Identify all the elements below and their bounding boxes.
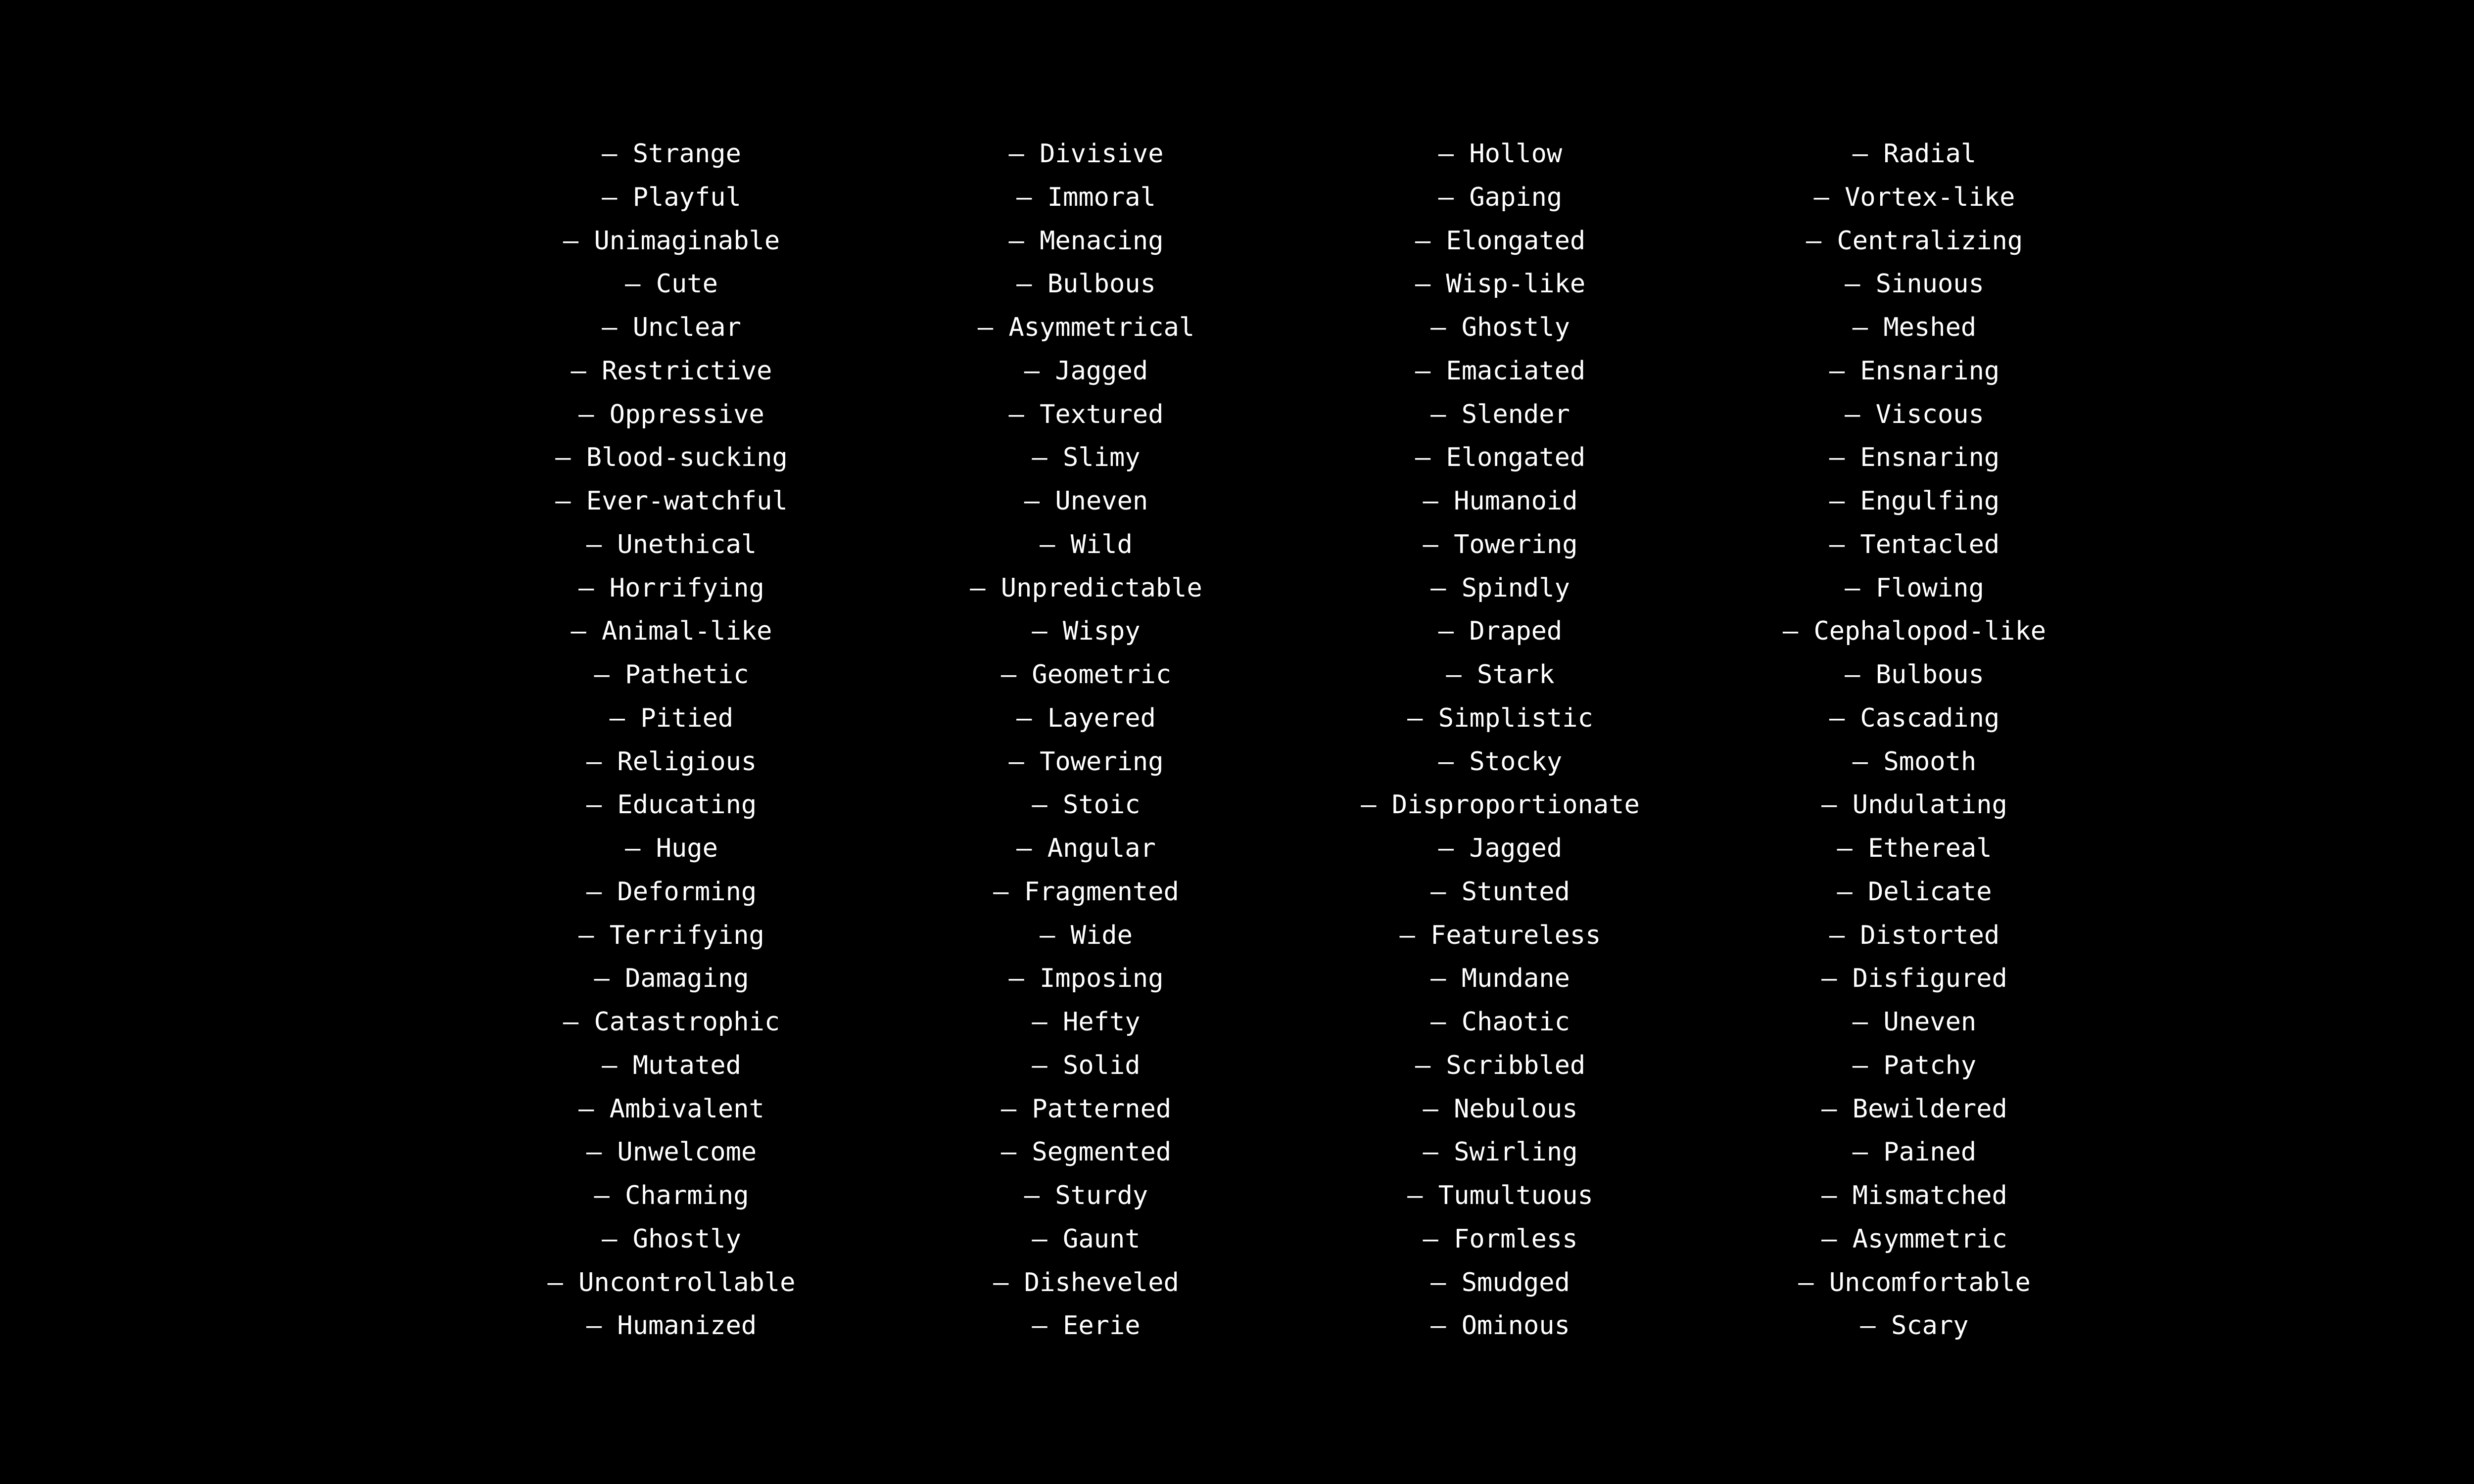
list-item: – Stoic: [1032, 790, 1141, 820]
list-item: – Uneven: [1852, 1007, 1977, 1037]
list-item: – Patchy: [1852, 1050, 1977, 1080]
list-item: – Elongated: [1415, 443, 1586, 473]
list-item: – Layered: [1016, 703, 1156, 733]
list-item: – Viscous: [1845, 399, 1984, 429]
list-item: – Radial: [1852, 139, 1977, 169]
list-item: – Ensnaring: [1829, 356, 2000, 386]
list-item: – Educating: [586, 790, 757, 820]
list-item: – Bulbous: [1845, 660, 1984, 690]
list-item: – Religious: [586, 746, 757, 777]
list-item: – Solid: [1032, 1050, 1141, 1080]
list-item: – Wispy: [1032, 616, 1141, 647]
list-item: – Pitied: [609, 703, 734, 733]
list-item: – Animal-like: [571, 616, 772, 647]
list-item: – Gaunt: [1032, 1224, 1141, 1254]
list-item: – Unimaginable: [563, 226, 780, 256]
list-item: – Disheveled: [993, 1267, 1179, 1298]
list-item: – Spindly: [1430, 573, 1570, 603]
list-item: – Stark: [1446, 660, 1555, 690]
list-item: – Cascading: [1829, 703, 2000, 733]
list-item: – Uncomfortable: [1798, 1267, 2031, 1298]
list-item: – Blood-sucking: [555, 443, 788, 473]
list-item: – Asymmetric: [1821, 1224, 2007, 1254]
list-item: – Playful: [602, 182, 741, 212]
list-item: – Gaping: [1438, 182, 1563, 212]
list-item: – Smudged: [1430, 1267, 1570, 1298]
list-item: – Catastrophic: [563, 1007, 780, 1037]
list-item: – Simplistic: [1407, 703, 1593, 733]
list-item: – Segmented: [1000, 1137, 1172, 1167]
list-item: – Tumultuous: [1407, 1181, 1593, 1210]
list-item: – Divisive: [1008, 139, 1164, 169]
list-item: – Vortex-like: [1813, 182, 2015, 212]
list-item: – Slimy: [1032, 443, 1141, 473]
list-item: – Tentacled: [1829, 529, 2000, 559]
list-item: – Cephalopod-like: [1782, 616, 2046, 647]
list-item: – Humanoid: [1423, 486, 1578, 516]
list-item: – Bulbous: [1016, 269, 1156, 299]
list-item: – Slender: [1430, 399, 1570, 429]
list-item: – Stocky: [1438, 746, 1563, 777]
list-item: – Wisp-like: [1415, 269, 1586, 299]
list-item: – Asymmetrical: [977, 313, 1195, 342]
list-item: – Unethical: [586, 529, 757, 559]
list-item: – Wild: [1040, 529, 1133, 559]
list-item: – Mismatched: [1821, 1181, 2007, 1210]
list-item: – Deforming: [586, 877, 757, 907]
list-item: – Charming: [594, 1181, 749, 1210]
list-item: – Patterned: [1000, 1094, 1172, 1124]
list-item: – Engulfing: [1829, 486, 2000, 516]
list-item: – Stunted: [1430, 877, 1570, 907]
list-item: – Menacing: [1008, 226, 1164, 256]
list-item: – Eerie: [1032, 1311, 1141, 1341]
list-item: – Sinuous: [1845, 269, 1984, 299]
list-item: – Jagged: [1024, 356, 1148, 386]
list-item: – Centralizing: [1806, 226, 2023, 256]
list-item: – Towering: [1008, 746, 1164, 777]
list-item: – Ghostly: [1430, 313, 1570, 342]
list-item: – Ambivalent: [578, 1094, 764, 1124]
list-item: – Chaotic: [1430, 1007, 1570, 1037]
list-item: – Horrifying: [578, 573, 764, 603]
list-item: – Flowing: [1845, 573, 1984, 603]
list-item: – Geometric: [1000, 660, 1172, 690]
list-item: – Undulating: [1821, 790, 2007, 820]
list-item: – Humanized: [586, 1311, 757, 1341]
word-list-column-1: [464, 133, 879, 1348]
list-item: – Hollow: [1438, 139, 1563, 169]
list-item: – Strange: [602, 139, 741, 169]
list-item: – Ghostly: [602, 1224, 741, 1254]
list-item: – Unpredictable: [970, 573, 1202, 603]
list-item: – Uncontrollable: [547, 1267, 796, 1298]
list-item: – Textured: [1008, 399, 1164, 429]
word-list-column-2: [878, 133, 1294, 1348]
list-item: – Mundane: [1430, 964, 1570, 994]
list-item: – Disproportionate: [1361, 790, 1640, 820]
list-item: – Immoral: [1016, 182, 1156, 212]
list-item: – Pathetic: [594, 660, 749, 690]
list-item: – Cute: [625, 269, 718, 299]
list-item: – Formless: [1423, 1224, 1578, 1254]
list-item: – Smooth: [1852, 746, 1977, 777]
list-item: – Nebulous: [1423, 1094, 1578, 1124]
list-item: – Oppressive: [578, 399, 764, 429]
list-item: – Swirling: [1423, 1137, 1578, 1167]
list-item: – Pained: [1852, 1137, 1977, 1167]
list-item: – Featureless: [1399, 920, 1601, 950]
list-item: – Uneven: [1024, 486, 1148, 516]
list-item: – Huge: [625, 834, 718, 863]
list-item: – Jagged: [1438, 834, 1563, 863]
list-item: – Ethereal: [1837, 834, 1992, 863]
list-item: – Hefty: [1032, 1007, 1141, 1037]
list-item: – Sturdy: [1024, 1181, 1148, 1210]
word-list-column-4: [1707, 133, 2122, 1348]
list-item: – Scribbled: [1415, 1050, 1586, 1080]
list-item: – Emaciated: [1415, 356, 1586, 386]
list-item: – Towering: [1423, 529, 1578, 559]
list-item: – Imposing: [1008, 964, 1164, 994]
list-item: – Draped: [1438, 616, 1563, 647]
list-item: – Wide: [1040, 920, 1133, 950]
list-item: – Delicate: [1837, 877, 1992, 907]
list-item: – Ever-watchful: [555, 486, 788, 516]
list-item: – Ominous: [1430, 1311, 1570, 1341]
list-item: – Mutated: [602, 1050, 741, 1080]
list-item: – Elongated: [1415, 226, 1586, 256]
list-item: – Unwelcome: [586, 1137, 757, 1167]
list-item: – Terrifying: [578, 920, 764, 950]
list-item: – Restrictive: [571, 356, 772, 386]
list-item: – Bewildered: [1821, 1094, 2007, 1124]
list-item: – Ensnaring: [1829, 443, 2000, 473]
list-item: – Angular: [1016, 834, 1156, 863]
list-item: – Damaging: [594, 964, 749, 994]
list-item: – Fragmented: [993, 877, 1179, 907]
list-item: – Scary: [1860, 1311, 1969, 1341]
list-item: – Disfigured: [1821, 964, 2007, 994]
list-item: – Meshed: [1852, 313, 1977, 342]
list-item: – Unclear: [602, 313, 741, 342]
list-item: – Distorted: [1829, 920, 2000, 950]
word-list-column-3: [1292, 133, 1708, 1348]
